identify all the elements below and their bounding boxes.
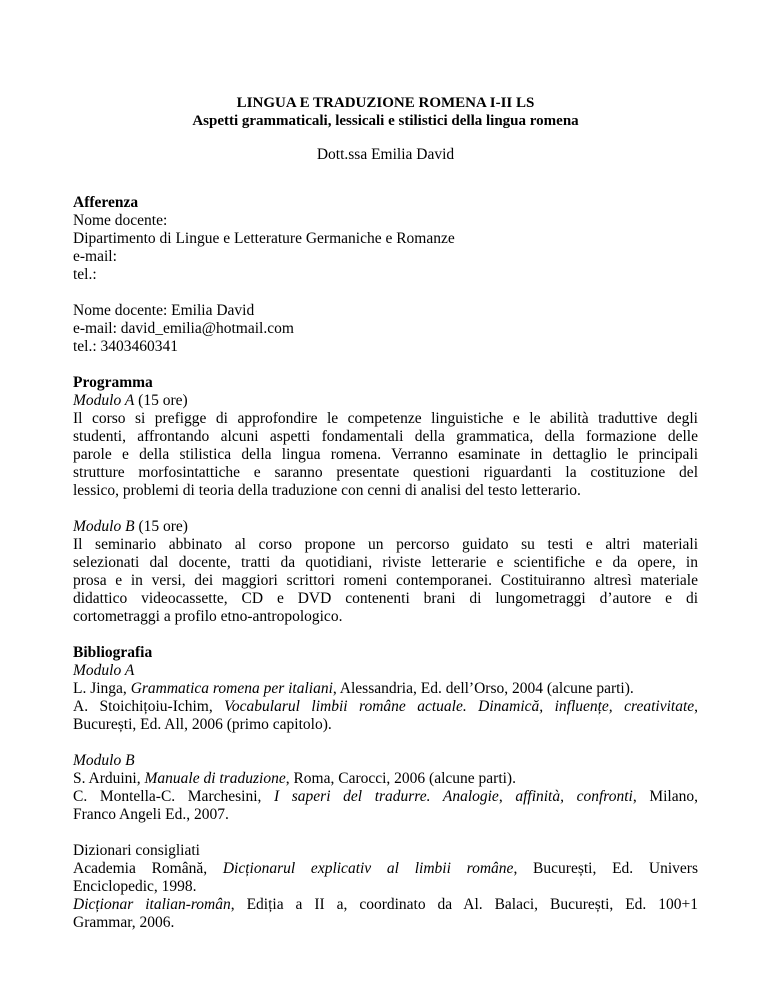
bib-entry-author: C. Montella-C. Marchesini, [73, 788, 274, 805]
modulo-b-hours: (15 ore) [134, 518, 188, 535]
document-title: LINGUA E TRADUZIONE ROMENA I-II LS [236, 95, 535, 111]
bib-modulo-a-label: Modulo A [73, 662, 135, 679]
bibliografia-heading: Bibliografia [73, 644, 153, 661]
bibliografia-section [73, 644, 698, 734]
modulo-a-hours: (15 ore) [134, 392, 188, 409]
bib-modulo-b-label: Modulo B [73, 752, 135, 769]
document-page [73, 70, 698, 932]
bib-entry-title: Dicționarul explicativ al limbii române [222, 860, 514, 877]
paragraph-line: Il seminario abbinato al corso propone un percorso guidato su testi e altri materiali [73, 536, 698, 553]
bib-entry-title: Grammatica romena per italiani [130, 680, 333, 697]
modulo-a-header [73, 392, 698, 410]
bib-entry-continuation: București, Ed. All, 2006 (primo capitolo). [73, 716, 332, 733]
bib-entry-details: , București, Ed. Univers [513, 860, 698, 877]
document-subtitle: Aspetti grammaticali, lessicali e stilistici della lingua romena [192, 113, 579, 129]
bib-entry-sep: , [498, 788, 516, 805]
bib-entry-details: , Roma, Carocci, 2006 (alcune parti). [285, 770, 516, 787]
afferenza-heading: Afferenza [73, 194, 139, 211]
bib-entry-author: Academia Română, [73, 860, 223, 877]
bib-entry-details: , Ediția a II a, coordinato da Al. Balaci, București, Ed. 100+1 [230, 896, 698, 913]
paragraph-line: cortometraggi a profilo etno-antropologico. [73, 608, 343, 625]
author-name: Dott.ssa Emilia David [316, 146, 455, 163]
modulo-a-label: Modulo A [73, 392, 135, 409]
paragraph-line: strutture morfosintattiche e saranno presentate questioni riguardanti la costituzione del [73, 464, 698, 481]
afferenza-line: Nome docente: [73, 212, 168, 229]
bib-entry-author: S. Arduini, [73, 770, 145, 787]
bib-entry [73, 788, 698, 806]
bib-entry-continuation: Franco Angeli Ed., 2007. [73, 806, 229, 823]
paragraph-line: Il corso si prefigge di approfondire le competenze linguistiche e le abilità traduttive degli [73, 410, 698, 427]
modulo-b-block [73, 518, 698, 626]
bib-entry [73, 860, 698, 878]
bib-entry-author: A. Stoichițoiu-Ichim, [73, 698, 225, 715]
afferenza-section [73, 194, 698, 284]
bib-entry-continuation: Enciclopedic, 1998. [73, 878, 197, 895]
programma-heading: Programma [73, 374, 153, 391]
modulo-b-label: Modulo B [73, 518, 135, 535]
paragraph-line: parole e della stilistica della lingua romena. Verranno esaminate in dettaglio le principali [73, 446, 698, 463]
modulo-b-header [73, 518, 698, 536]
paragraph-line: didattico videocassette, CD e DVD contenenti brani di lungometraggi d’autore e di [73, 590, 698, 607]
programma-section [73, 374, 698, 500]
bib-entry-continuation: Grammar, 2006. [73, 914, 175, 931]
dizionari-block [73, 842, 698, 932]
contact-email: e-mail: david_emilia@hotmail.com [73, 320, 294, 337]
paragraph-line: studenti, affrontando alcuni aspetti fondamentali della grammatica, della formazione delle [73, 428, 698, 445]
bib-modulo-b-block [73, 752, 698, 824]
bib-entry [73, 680, 698, 698]
bib-entry-title: Manuale di traduzione [144, 770, 286, 787]
contact-phone: tel.: 3403460341 [73, 338, 179, 355]
bib-entry-details: , Alessandria, Ed. dell’Orso, 2004 (alcune parti). [332, 680, 634, 697]
afferenza-line: tel.: [73, 266, 97, 283]
afferenza-line: Dipartimento di Lingue e Letterature Germaniche e Romanze [73, 230, 455, 247]
bib-entry-title: I saperi del tradurre. Analogie [274, 788, 499, 805]
bib-entry [73, 896, 698, 914]
paragraph-line: lessico, problemi di teoria della traduzione con cenni di analisi del testo letterario. [73, 482, 581, 499]
bib-entry-title-tail: affinità, confronti [515, 788, 633, 805]
afferenza-line: e-mail: [73, 248, 117, 265]
contact-name: Nome docente: Emilia David [73, 302, 255, 319]
paragraph-line: prosa e in versi, dei maggiori scrittori romeni contemporanei. Costituiranno altresì materiale [73, 572, 698, 589]
contact-block [73, 302, 698, 356]
bib-entry-details: , [694, 698, 699, 715]
bib-entry-details: , Milano, [632, 788, 698, 805]
bib-entry-title: Vocabularul limbii române actuale. Dinamică, influențe, creativitate [224, 698, 695, 715]
bib-entry [73, 770, 698, 788]
paragraph-line: selezionati dal docente, tratti da quotidiani, riviste letterarie e scientifiche e da opere, in [73, 554, 698, 571]
dizionari-label: Dizionari consigliati [73, 842, 200, 859]
bib-entry-title: Dicționar italian-român [73, 896, 231, 913]
bib-entry [73, 698, 698, 716]
bib-entry-author: L. Jinga, [73, 680, 131, 697]
